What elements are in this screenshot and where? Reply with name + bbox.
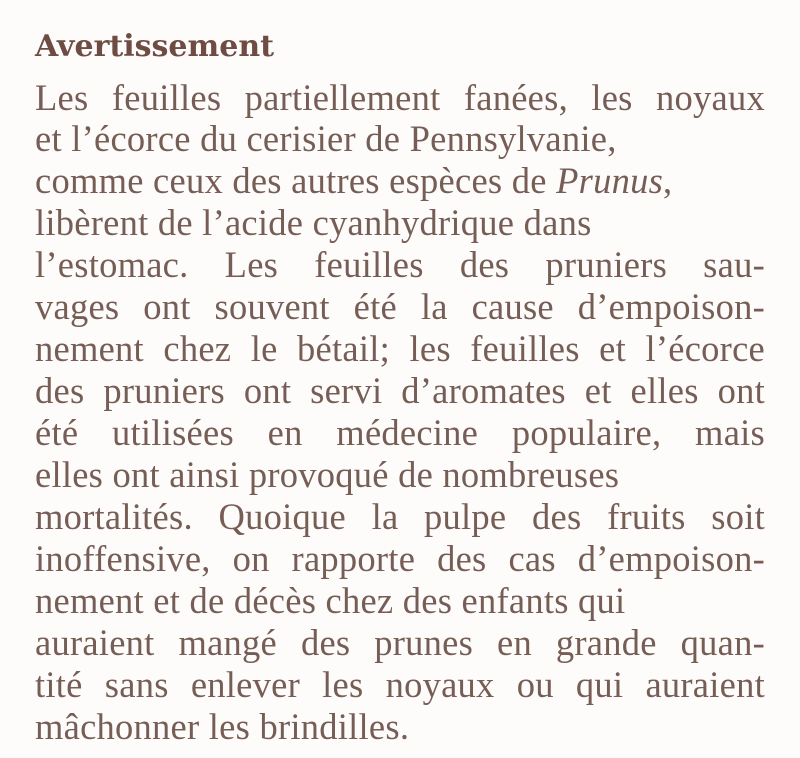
warning-line-13: nement et de décès chez des enfants qui	[35, 580, 626, 621]
warning-line-9: été utilisées en médecine populaire, mais	[35, 412, 765, 453]
warning-line-3-text: comme ceux des autres espèces de	[35, 160, 557, 201]
warning-title: Avertissement	[35, 29, 275, 64]
warning-line-2: et l’écorce du cerisier de Pennsylvanie,	[35, 118, 617, 159]
warning-line-16: mâchonner les brindilles.	[35, 706, 410, 747]
warning-line-1: Les feuilles partiellement fanées, les noyaux	[35, 77, 765, 118]
warning-line-8: des pruniers ont servi d’aromates et elles ont	[35, 370, 765, 411]
warning-line-11: mortalités. Quoique la pulpe des fruits soit	[35, 496, 765, 537]
warning-line-5: l’estomac. Les feuilles des pruniers sau-	[35, 244, 765, 285]
warning-line-4: libèrent de l’acide cyanhydrique dans	[35, 202, 592, 243]
warning-line-10: elles ont ainsi provoqué de nombreuses	[35, 454, 620, 495]
warning-line-15: tité sans enlever les noyaux ou qui auraient	[35, 664, 765, 705]
warning-line-3	[35, 161, 672, 201]
genus-name-italic: Prunus	[556, 160, 664, 201]
warning-line-3-punctuation: ,	[663, 160, 673, 201]
warning-line-14: auraient mangé des prunes en grande quan-	[35, 622, 765, 663]
warning-line-6: vages ont souvent été la cause d’empoison-	[35, 286, 765, 327]
warning-line-7: nement chez le bétail; les feuilles et l’écorce	[35, 328, 765, 369]
warning-line-12: inoffensive, on rapporte des cas d’empoison-	[35, 538, 765, 579]
